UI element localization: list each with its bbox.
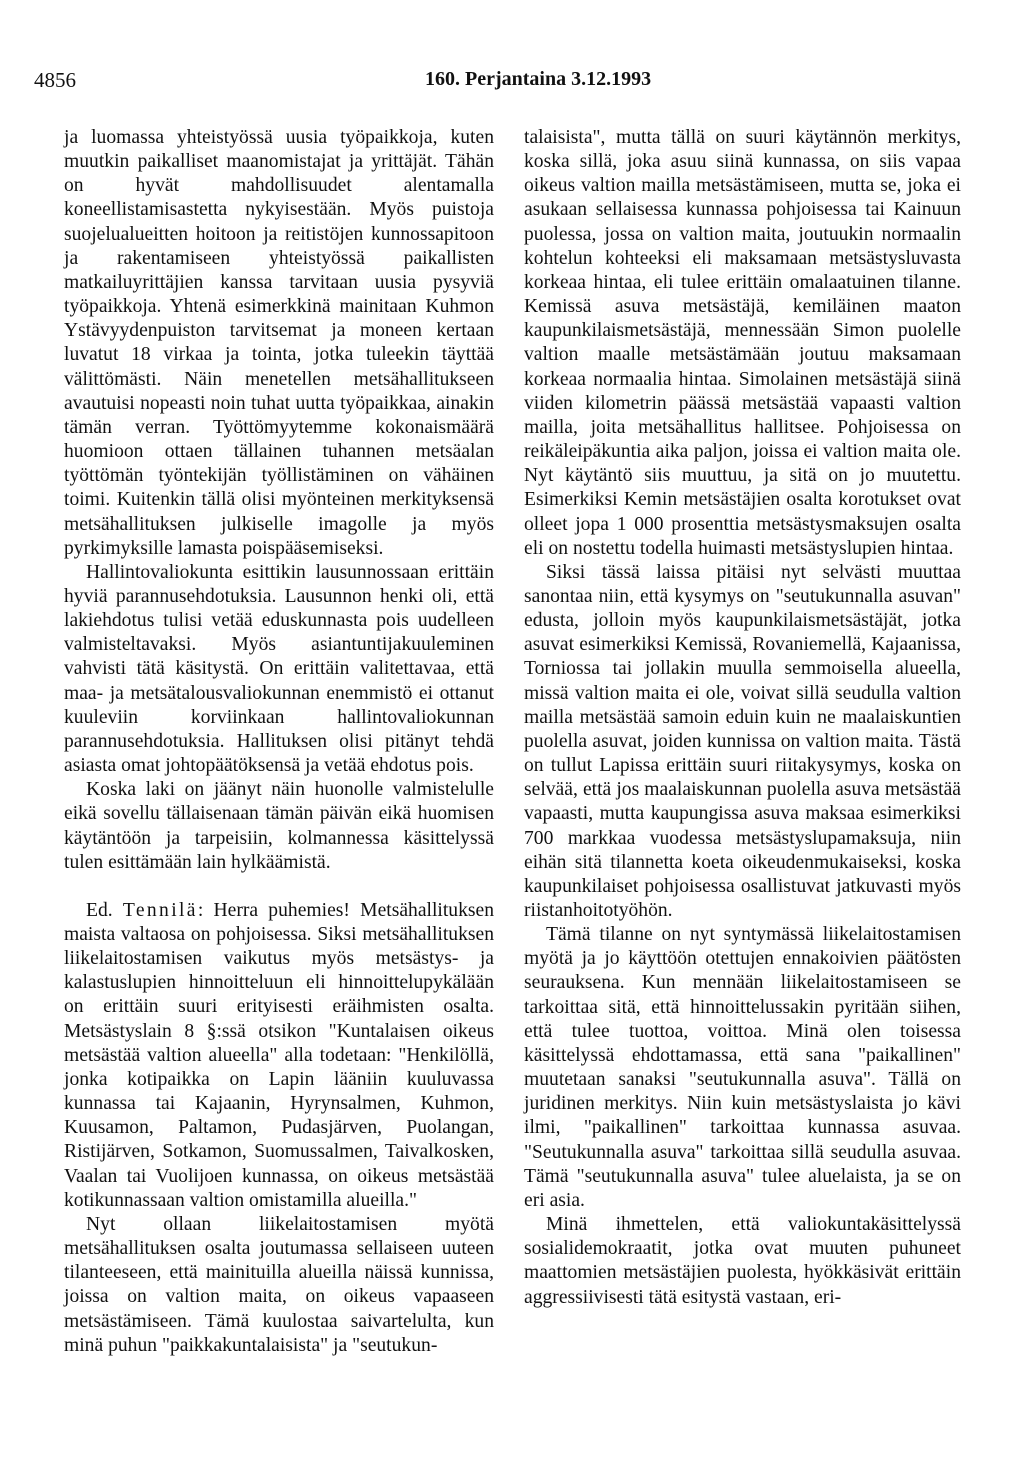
left-column bbox=[64, 126, 494, 1358]
page-number: 4856 bbox=[34, 68, 76, 92]
paragraph: Minä ihmettelen, että valiokuntakäsittelyssä sosialidemokraatit, jotka ovat muuten puhuneet maattomien metsästäjien puolesta, hyökkäsivät erittäin aggressiivisesti tätä esitystä vastaan, eri- bbox=[524, 1214, 961, 1308]
paragraph: Koska laki on jäänyt näin huonolle valmistelulle eikä sovellu tällaisenaan tämän päivän eikä huomisen käytäntöön ja tarpeisiin, kolmannessa käsittelyssä tulen esittämään lain hylkäämistä. bbox=[64, 779, 494, 873]
speech-paragraph bbox=[64, 899, 494, 1213]
paragraph: Siksi tässä laissa pitäisi nyt selvästi muuttaa sanontaa niin, että kysymys on "seutukunnalla asuvan" edusta, jolloin myös kaupunkilaismetsästäjät, jotka asuvat esimerkiksi Kemissä, Rovaniemellä, Kajaanissa, Torniossa tai jollakin muulla semmoisella alueella, missä valtion maita ei ole, voivat sillä seudulla valtion mailla metsästää samoin eduin kuin ne maalaiskuntien puolella asuvat, joiden kunnissa on valtion maita. Tästä on tullut Lapissa erittäin suuri riitakysymys, koska on selvää, että jos maalaiskunnan puolella asuva metsästää vapaasti, mutta kaupungissa asuva maksaa esimerkiksi 700 markkaa vuodessa metsästyslupamaksuja, niin eihän sitä tilannetta koeta oikeudenmukaiseksi, koska kaupunkilaiset pohjoisessa osallistuvat jatkuvasti myös riistanhoitotyöhön. bbox=[524, 561, 961, 921]
right-column bbox=[524, 126, 961, 1310]
running-head: 160. Perjantaina 3.12.1993 bbox=[425, 68, 652, 90]
paragraph: talaisista", mutta tällä on suuri käytännön merkitys, koska sillä, joka asuu siinä kunnassa, on siis vapaa oikeus valtion mailla metsästämiseen, mutta se, joka ei asukaan sellaisessa kunnassa pohjoisessa tai Kainuun puolessa, jossa on valtion maita, joutuukin normaalin kohtelun kohteeksi eli maksamaan metsästysluvasta korkeaa hintaa, eli tulee erittäin omalaatuinen tilanne. Kemissä asuva metsästäjä, kemiläinen maaton kaupunkilaismetsästäjä, mennessään Simon puolelle valtion maalle metsästämään joutuu maksamaan korkeaa normaalia hintaa. Simolainen metsästäjä siinä viiden kilometrin päässä metsästää vapaasti valtion mailla, joita metsähallitus hallitsee. Pohjoisessa on reikäleipäkuntia aika paljon, joissa ei valtion maita ole. Nyt käytäntö siis muuttuu, ja sitä on jo muutettu. Esimerkiksi Kemin metsästäjien osalta korotukset ovat olleet jopa 1 000 prosenttia metsästysmaksujen osalta eli on nostettu todella huimasti metsästyslupien hintaa. bbox=[524, 127, 961, 559]
paragraph: ja luomassa yhteistyössä uusia työpaikkoja, kuten muutkin paikalliset maanomistajat ja yrittäjät. Tähän on hyvät mahdollisuudet alentamalla koneellistamisastetta nykyisestään. Myös puistoja suojelualueitten hoitoon ja reitistöjen kunnossapitoon ja rakentamiseen yhteistyössä paikallisten matkailuyrittäjien kanssa tarvitaan uusia pysyviä työpaikkoja. Yhtenä esimerkkinä mainitaan Kuhmon Ystävyydenpuiston tarvitsemat ja moneen kertaan luvatut 18 virkaa ja tointa, jotka tuleekin täyttää välittömästi. Näin menetellen metsähallitukseen avautuisi nopeasti noin tuhat uutta työpaikkaa, ainakin tämän verran. Työttömyytemme kokonaismäärä huomioon ottaen tällainen tuhannen metsäalan työttömän työntekijän työllistäminen on vähäinen toimi. Kuitenkin tällä olisi myönteinen merkityksensä metsähallituksen julkiselle imagolle ja myös pyrkimyksille lamasta poispääsemiseksi. bbox=[64, 127, 494, 559]
speaker-name: Tennilä bbox=[122, 899, 198, 921]
page-header bbox=[0, 68, 1024, 98]
paragraph: Hallintovaliokunta esittikin lausunnossaan erittäin hyviä parannusehdotuksia. Lausunnon henki oli, että lakiehdotus tulisi vetää eduskunnasta pois uudelleen valmisteltavaksi. Myös asiantuntijakuuleminen vahvisti tätä käsitystä. On erittäin valitettavaa, että maa- ja metsätalousvaliokunnan enemmistö ei ottanut kuuleviin korviinkaan hallintovaliokunnan parannusehdotuksia. Hallituksen olisi pitänyt tehdä asiasta omat johtopäätöksensä ja vetää ehdotus pois. bbox=[64, 561, 494, 777]
paragraph: Nyt ollaan liikelaitostamisen myötä metsähallituksen osalta joutumassa sellaiseen uuteen tilanteeseen, että mainituilla alueilla näissä kunnissa, joissa on valtion maita, on oikeus vapaaseen metsästämiseen. Tämä kuulostaa saivartelulta, kun minä puhun "paikkakuntalaisista" ja "seutukun- bbox=[64, 1213, 494, 1356]
paragraph: Tämä tilanne on nyt syntymässä liikelaitostamisen myötä ja jo käyttöön otettujen ennakoivien päätösten seurauksena. Kun mennään liikelaitostamiseen se tarkoittaa sitä, että hinnoittelussakin pyritään siihen, että tulee tuottoa, voittoa. Minä olen toisessa käsittelyssä ehdottamassa, että sana "paikallinen" muutetaan sanaksi "seutukunnalla asuva". Tällä on juridinen merkitys. Niin kuin metsästyslaista jo kävi ilmi, "paikallinen" tarkoittaa kunnassa asuvaa. "Seutukunnalla asuva" tarkoittaa sillä seudulla asuvaa. Tämä "seutukunnalla asuva" tulee aluelaista, ja se on eri asia. bbox=[524, 924, 961, 1211]
speech-text: : Herra puhemies! Metsähallituksen maista valtaosa on pohjoisessa. Siksi metsähallituksen liikelaitostamisen vaikutus myös metsästys- ja kalastuslupien hinnoitteluun eli hinnoittelupykälään on erittäin suuri erityisesti eräihmisten osalta. Metsästyslain 8 §:ssä otsikon "Kuntalaisen oikeus metsästää valtion alueella" alla todetaan: "Henkilöllä, jonka kotipaikka on Lapin lääniin kuuluvassa kunnassa tai Kajaanin, Hyrynsalmen, Kuhmon, Kuusamon, Paltamon, Pudasjärven, Puolangan, Ristijärven, Sotkamon, Suomussalmen, Taivalkosken, Vaalan tai Vuolijoen kunnassa, on oikeus metsästää kotikunnassaan valtion omistamilla alueilla." bbox=[64, 899, 495, 1211]
speaker-prefix: Ed. bbox=[86, 899, 123, 921]
